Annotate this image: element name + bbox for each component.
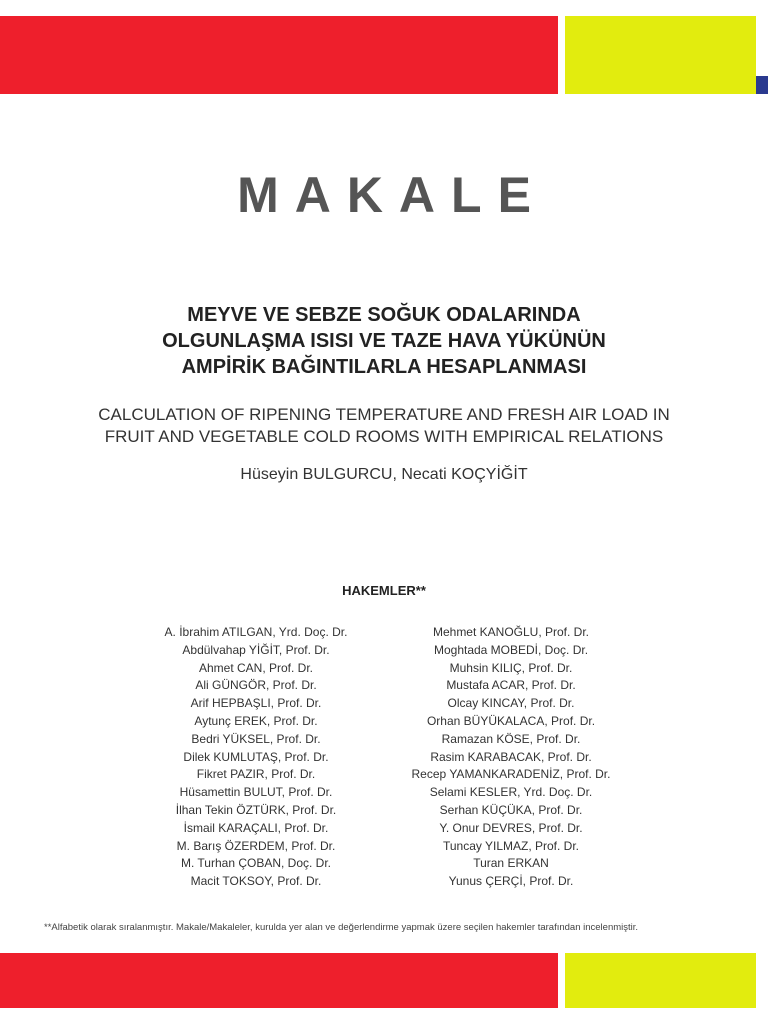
referee-name: Turan ERKAN [473, 856, 549, 871]
referees-heading: HAKEMLER** [342, 583, 426, 598]
referee-name: Ramazan KÖSE, Prof. Dr. [441, 731, 581, 746]
article-title-turkish [60, 302, 708, 380]
footnote: **Alfabetik olarak sıralanmıştır. Makale/Makaleler, kurulda yer alan ve değerlendirme yapmak üzere seçilen hakemler tarafından incelenmiştir. [44, 922, 639, 933]
referee-name: Bedri YÜKSEL, Prof. Dr. [191, 731, 321, 746]
referee-name: Hüsamettin BULUT, Prof. Dr. [179, 785, 333, 800]
referee-name: Dilek KUMLUTAŞ, Prof. Dr. [183, 749, 329, 764]
referee-name: Tuncay YILMAZ, Prof. Dr. [442, 838, 580, 853]
referee-name: Selami KESLER, Yrd. Doç. Dr. [429, 785, 593, 800]
referee-name: Ali GÜNGÖR, Prof. Dr. [195, 678, 317, 693]
referee-name: İsmail KARAÇALI, Prof. Dr. [183, 820, 329, 835]
top-red-band [0, 16, 558, 94]
referee-name: Y. Onur DEVRES, Prof. Dr. [439, 820, 583, 835]
referee-name: Serhan KÜÇÜKA, Prof. Dr. [439, 802, 583, 817]
article-title-english [40, 404, 728, 448]
bottom-red-band [0, 953, 558, 1008]
referees-right-column [361, 624, 661, 891]
referee-name: İlhan Tekin ÖZTÜRK, Prof. Dr. [175, 802, 337, 817]
referee-name: Macit TOKSOY, Prof. Dr. [190, 874, 322, 889]
referee-name: Aytunç EREK, Prof. Dr. [194, 713, 318, 728]
referee-name: M. Barış ÖZERDEM, Prof. Dr. [176, 838, 336, 853]
top-blue-tab [756, 76, 768, 94]
referee-name: Rasim KARABACAK, Prof. Dr. [430, 749, 592, 764]
title-tr-line: AMPİRİK BAĞINTILARLA HESAPLANMASI [181, 356, 587, 378]
referee-name: Yunus ÇERÇİ, Prof. Dr. [448, 874, 574, 889]
title-en-line: CALCULATION OF RIPENING TEMPERATURE AND FRESH AIR LOAD IN [98, 405, 670, 424]
bottom-yellow-band [565, 953, 756, 1008]
referee-name: Arif HEPBAŞLI, Prof. Dr. [190, 696, 322, 711]
top-yellow-band [565, 16, 756, 94]
referee-name: A. İbrahim ATILGAN, Yrd. Doç. Dr. [164, 625, 348, 639]
section-label: MAKALE [237, 167, 547, 223]
referee-name: Mustafa ACAR, Prof. Dr. [446, 678, 576, 693]
referee-name: Olcay KINCAY, Prof. Dr. [447, 696, 575, 711]
referee-name: M. Turhan ÇOBAN, Doç. Dr. [180, 856, 332, 871]
referee-name: Fikret PAZIR, Prof. Dr. [196, 767, 316, 782]
referee-name: Moghtada MOBEDİ, Doç. Dr. [433, 642, 589, 657]
referee-name: Muhsin KILIÇ, Prof. Dr. [449, 660, 573, 675]
referee-name: Ahmet CAN, Prof. Dr. [198, 660, 314, 675]
title-tr-line: MEYVE VE SEBZE SOĞUK ODALARINDA [187, 304, 581, 326]
title-en-line: FRUIT AND VEGETABLE COLD ROOMS WITH EMPIRICAL RELATIONS [104, 427, 664, 446]
referee-name: Mehmet KANOĞLU, Prof. Dr. [432, 625, 590, 639]
referee-name: Abdülvahap YİĞİT, Prof. Dr. [182, 642, 330, 657]
title-tr-line: OLGUNLAŞMA ISISI VE TAZE HAVA YÜKÜNÜN [162, 330, 606, 352]
authors: Hüseyin BULGURCU, Necati KOÇYİĞİT [240, 466, 528, 483]
referee-name: Recep YAMANKARADENİZ, Prof. Dr. [411, 767, 611, 782]
referee-name: Orhan BÜYÜKALACA, Prof. Dr. [426, 713, 596, 728]
